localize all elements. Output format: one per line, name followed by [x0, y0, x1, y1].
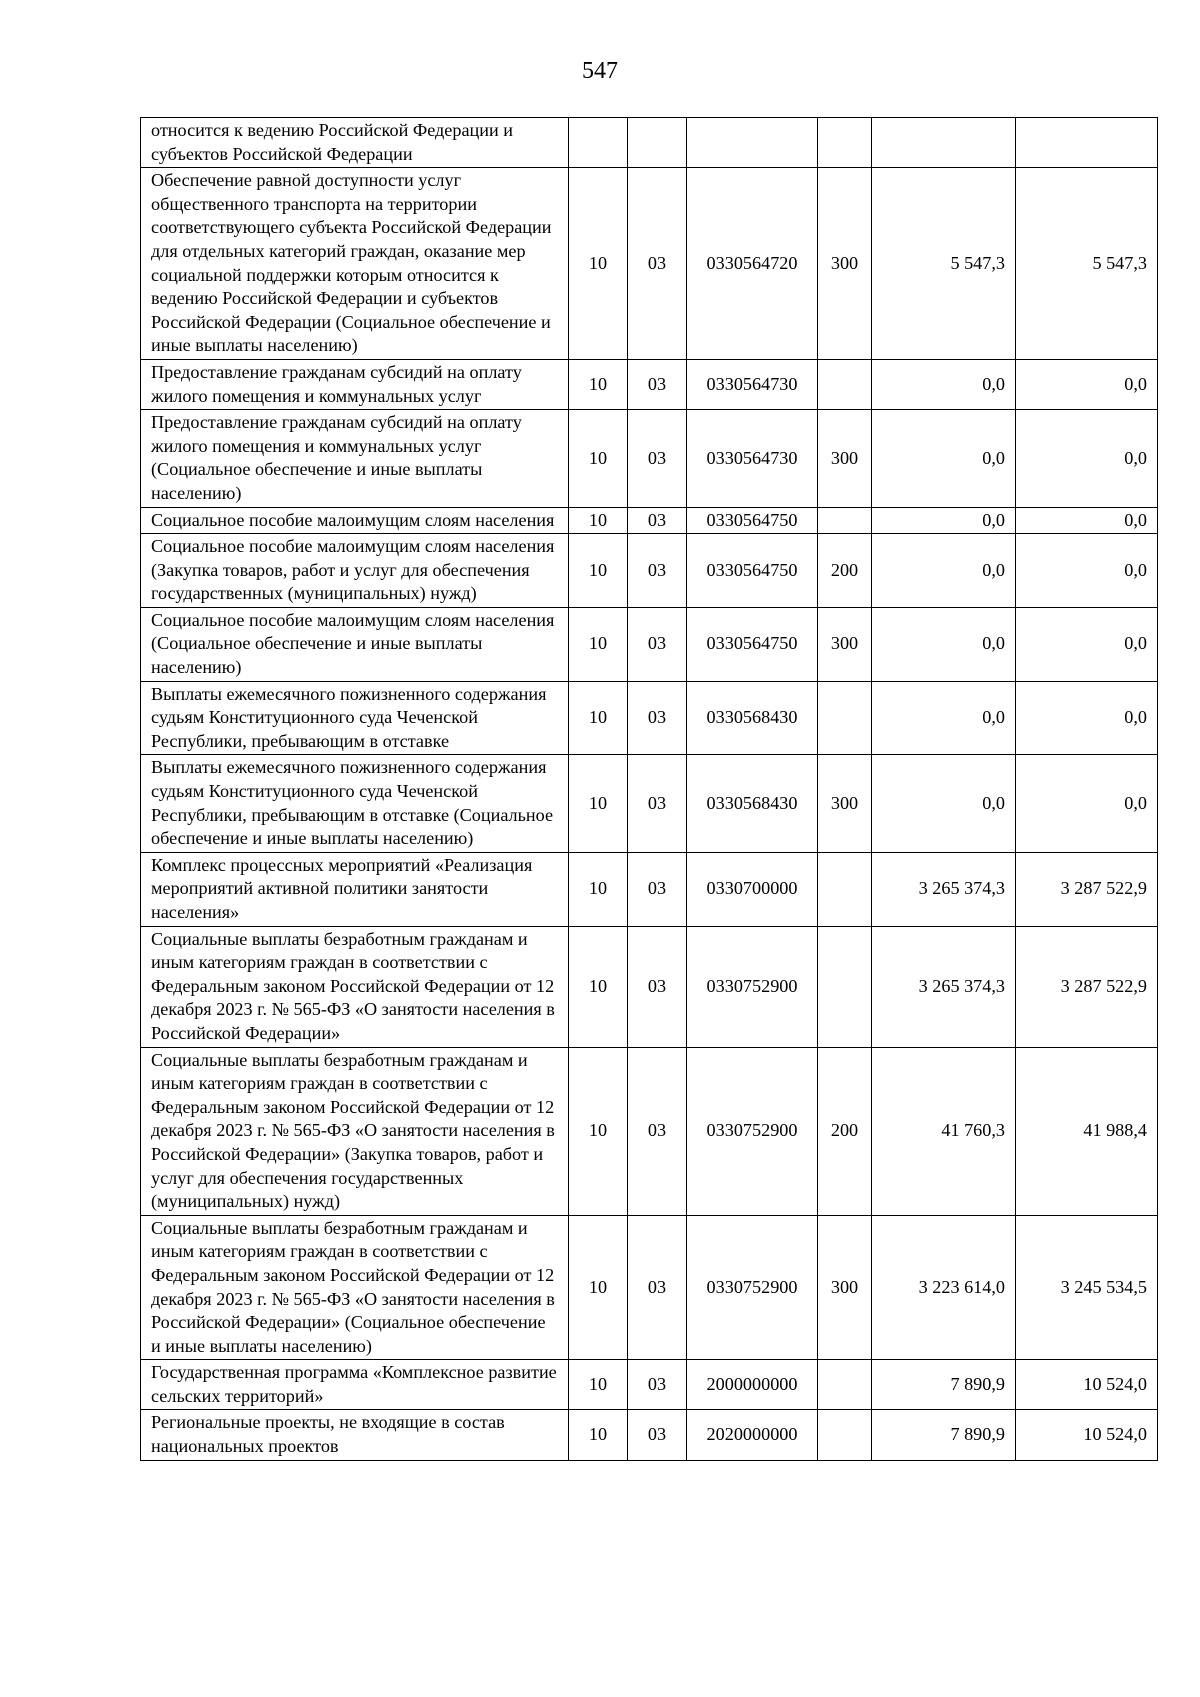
table-row — [141, 359, 1158, 409]
budget-table — [140, 117, 1158, 1461]
table-row — [141, 1215, 1158, 1360]
page-number: 547 — [582, 58, 618, 84]
row-name-cell: Выплаты ежемесячного пожизненного содержания судьям Конституционного суда Чеченской Республики, пребывающим в отставке (Социальное обеспечение и иные выплаты населению) — [141, 755, 569, 852]
target-article-cell: 0330564750 — [687, 534, 818, 608]
expense-type-cell — [818, 926, 872, 1047]
section-code-cell: 10 — [569, 852, 628, 926]
section-code-cell: 10 — [569, 168, 628, 360]
subsection-code-cell: 03 — [628, 607, 687, 681]
budget-table-body — [141, 118, 1158, 1461]
table-row — [141, 168, 1158, 360]
row-name-cell: Социальное пособие малоимущим слоям населения (Закупка товаров, работ и услуг для обеспечения государственных (муниципальных) нужд) — [141, 534, 569, 608]
table-row — [141, 926, 1158, 1047]
subsection-code-cell: 03 — [628, 359, 687, 409]
amount-year2-cell: 0,0 — [1016, 607, 1158, 681]
table-row — [141, 681, 1158, 755]
subsection-code-cell: 03 — [628, 1410, 687, 1460]
subsection-code-cell: 03 — [628, 507, 687, 534]
row-name-cell: Социальные выплаты безработным гражданам и иным категориям граждан в соответствии с Федеральным законом Российской Федерации от 12 декабря 2023 г. № 565-ФЗ «О занятости населения в Российской Федерации» — [141, 926, 569, 1047]
expense-type-cell: 300 — [818, 1215, 872, 1360]
row-name-cell: Комплекс процессных мероприятий «Реализация мероприятий активной политики занятости населения» — [141, 852, 569, 926]
amount-year2-cell: 3 245 534,5 — [1016, 1215, 1158, 1360]
amount-year2-cell — [1016, 118, 1158, 168]
section-code-cell: 10 — [569, 755, 628, 852]
table-row — [141, 852, 1158, 926]
amount-year2-cell: 0,0 — [1016, 359, 1158, 409]
table-row — [141, 1360, 1158, 1410]
target-article-cell: 0330568430 — [687, 681, 818, 755]
subsection-code-cell: 03 — [628, 534, 687, 608]
subsection-code-cell: 03 — [628, 168, 687, 360]
row-name-cell: Социальное пособие малоимущим слоям населения (Социальное обеспечение и иные выплаты населению) — [141, 607, 569, 681]
row-name-cell: относится к ведению Российской Федерации и субъектов Российской Федерации — [141, 118, 569, 168]
section-code-cell: 10 — [569, 410, 628, 507]
expense-type-cell: 200 — [818, 534, 872, 608]
section-code-cell: 10 — [569, 926, 628, 1047]
amount-year2-cell: 0,0 — [1016, 681, 1158, 755]
row-name-cell: Предоставление гражданам субсидий на оплату жилого помещения и коммунальных услуг (Социальное обеспечение и иные выплаты населению) — [141, 410, 569, 507]
expense-type-cell — [818, 118, 872, 168]
target-article-cell: 0330564750 — [687, 507, 818, 534]
target-article-cell: 0330564730 — [687, 359, 818, 409]
amount-year2-cell: 0,0 — [1016, 755, 1158, 852]
row-name-cell: Выплаты ежемесячного пожизненного содержания судьям Конституционного суда Чеченской Республики, пребывающим в отставке — [141, 681, 569, 755]
section-code-cell: 10 — [569, 681, 628, 755]
expense-type-cell: 300 — [818, 755, 872, 852]
expense-type-cell: 300 — [818, 168, 872, 360]
amount-year2-cell: 10 524,0 — [1016, 1360, 1158, 1410]
table-row — [141, 1410, 1158, 1460]
amount-year1-cell: 3 223 614,0 — [872, 1215, 1016, 1360]
subsection-code-cell: 03 — [628, 1360, 687, 1410]
expense-type-cell — [818, 1360, 872, 1410]
amount-year2-cell: 3 287 522,9 — [1016, 926, 1158, 1047]
expense-type-cell — [818, 681, 872, 755]
subsection-code-cell: 03 — [628, 1215, 687, 1360]
subsection-code-cell — [628, 118, 687, 168]
section-code-cell: 10 — [569, 1360, 628, 1410]
expense-type-cell: 200 — [818, 1047, 872, 1215]
target-article-cell: 0330752900 — [687, 1215, 818, 1360]
amount-year1-cell: 7 890,9 — [872, 1360, 1016, 1410]
subsection-code-cell: 03 — [628, 755, 687, 852]
expense-type-cell — [818, 1410, 872, 1460]
row-name-cell: Предоставление гражданам субсидий на оплату жилого помещения и коммунальных услуг — [141, 359, 569, 409]
target-article-cell: 0330700000 — [687, 852, 818, 926]
amount-year1-cell: 3 265 374,3 — [872, 852, 1016, 926]
amount-year2-cell: 3 287 522,9 — [1016, 852, 1158, 926]
table-row — [141, 534, 1158, 608]
amount-year1-cell: 0,0 — [872, 755, 1016, 852]
target-article-cell: 0330752900 — [687, 926, 818, 1047]
table-row — [141, 1047, 1158, 1215]
row-name-cell: Государственная программа «Комплексное развитие сельских территорий» — [141, 1360, 569, 1410]
expense-type-cell — [818, 359, 872, 409]
row-name-cell: Социальное пособие малоимущим слоям населения — [141, 507, 569, 534]
table-row — [141, 755, 1158, 852]
section-code-cell: 10 — [569, 507, 628, 534]
section-code-cell: 10 — [569, 607, 628, 681]
amount-year2-cell: 0,0 — [1016, 507, 1158, 534]
row-name-cell: Социальные выплаты безработным гражданам и иным категориям граждан в соответствии с Федеральным законом Российской Федерации от 12 декабря 2023 г. № 565-ФЗ «О занятости населения в Российской Федерации» (Социальное обеспечение и иные выплаты населению) — [141, 1215, 569, 1360]
target-article-cell: 0330564720 — [687, 168, 818, 360]
amount-year1-cell: 7 890,9 — [872, 1410, 1016, 1460]
expense-type-cell: 300 — [818, 607, 872, 681]
target-article-cell: 0330568430 — [687, 755, 818, 852]
amount-year1-cell: 0,0 — [872, 507, 1016, 534]
section-code-cell: 10 — [569, 534, 628, 608]
amount-year1-cell: 5 547,3 — [872, 168, 1016, 360]
amount-year1-cell: 0,0 — [872, 410, 1016, 507]
expense-type-cell: 300 — [818, 410, 872, 507]
section-code-cell — [569, 118, 628, 168]
section-code-cell: 10 — [569, 1410, 628, 1460]
amount-year2-cell: 10 524,0 — [1016, 1410, 1158, 1460]
target-article-cell: 2000000000 — [687, 1360, 818, 1410]
section-code-cell: 10 — [569, 359, 628, 409]
section-code-cell: 10 — [569, 1215, 628, 1360]
expense-type-cell — [818, 507, 872, 534]
amount-year1-cell: 0,0 — [872, 359, 1016, 409]
subsection-code-cell: 03 — [628, 1047, 687, 1215]
amount-year1-cell: 0,0 — [872, 681, 1016, 755]
amount-year1-cell: 0,0 — [872, 534, 1016, 608]
subsection-code-cell: 03 — [628, 681, 687, 755]
amount-year2-cell: 5 547,3 — [1016, 168, 1158, 360]
section-code-cell: 10 — [569, 1047, 628, 1215]
amount-year1-cell: 0,0 — [872, 607, 1016, 681]
subsection-code-cell: 03 — [628, 410, 687, 507]
target-article-cell: 0330564750 — [687, 607, 818, 681]
target-article-cell: 0330564730 — [687, 410, 818, 507]
table-row — [141, 607, 1158, 681]
table-row — [141, 410, 1158, 507]
amount-year2-cell: 0,0 — [1016, 534, 1158, 608]
amount-year1-cell: 41 760,3 — [872, 1047, 1016, 1215]
table-row — [141, 507, 1158, 534]
subsection-code-cell: 03 — [628, 852, 687, 926]
subsection-code-cell: 03 — [628, 926, 687, 1047]
row-name-cell: Социальные выплаты безработным гражданам и иным категориям граждан в соответствии с Федеральным законом Российской Федерации от 12 декабря 2023 г. № 565-ФЗ «О занятости населения в Российской Федерации» (Закупка товаров, работ и услуг для обеспечения государственных (муниципальных) нужд) — [141, 1047, 569, 1215]
table-row — [141, 118, 1158, 168]
amount-year1-cell — [872, 118, 1016, 168]
row-name-cell: Региональные проекты, не входящие в состав национальных проектов — [141, 1410, 569, 1460]
expense-type-cell — [818, 852, 872, 926]
amount-year1-cell: 3 265 374,3 — [872, 926, 1016, 1047]
row-name-cell: Обеспечение равной доступности услуг общественного транспорта на территории соответствующего субъекта Российской Федерации для отдельных категорий граждан, оказание мер социальной поддержки которым относится к ведению Российской Федерации и субъектов Российской Федерации (Социальное обеспечение и иные выплаты населению) — [141, 168, 569, 360]
target-article-cell: 2020000000 — [687, 1410, 818, 1460]
target-article-cell — [687, 118, 818, 168]
amount-year2-cell: 41 988,4 — [1016, 1047, 1158, 1215]
target-article-cell: 0330752900 — [687, 1047, 818, 1215]
amount-year2-cell: 0,0 — [1016, 410, 1158, 507]
